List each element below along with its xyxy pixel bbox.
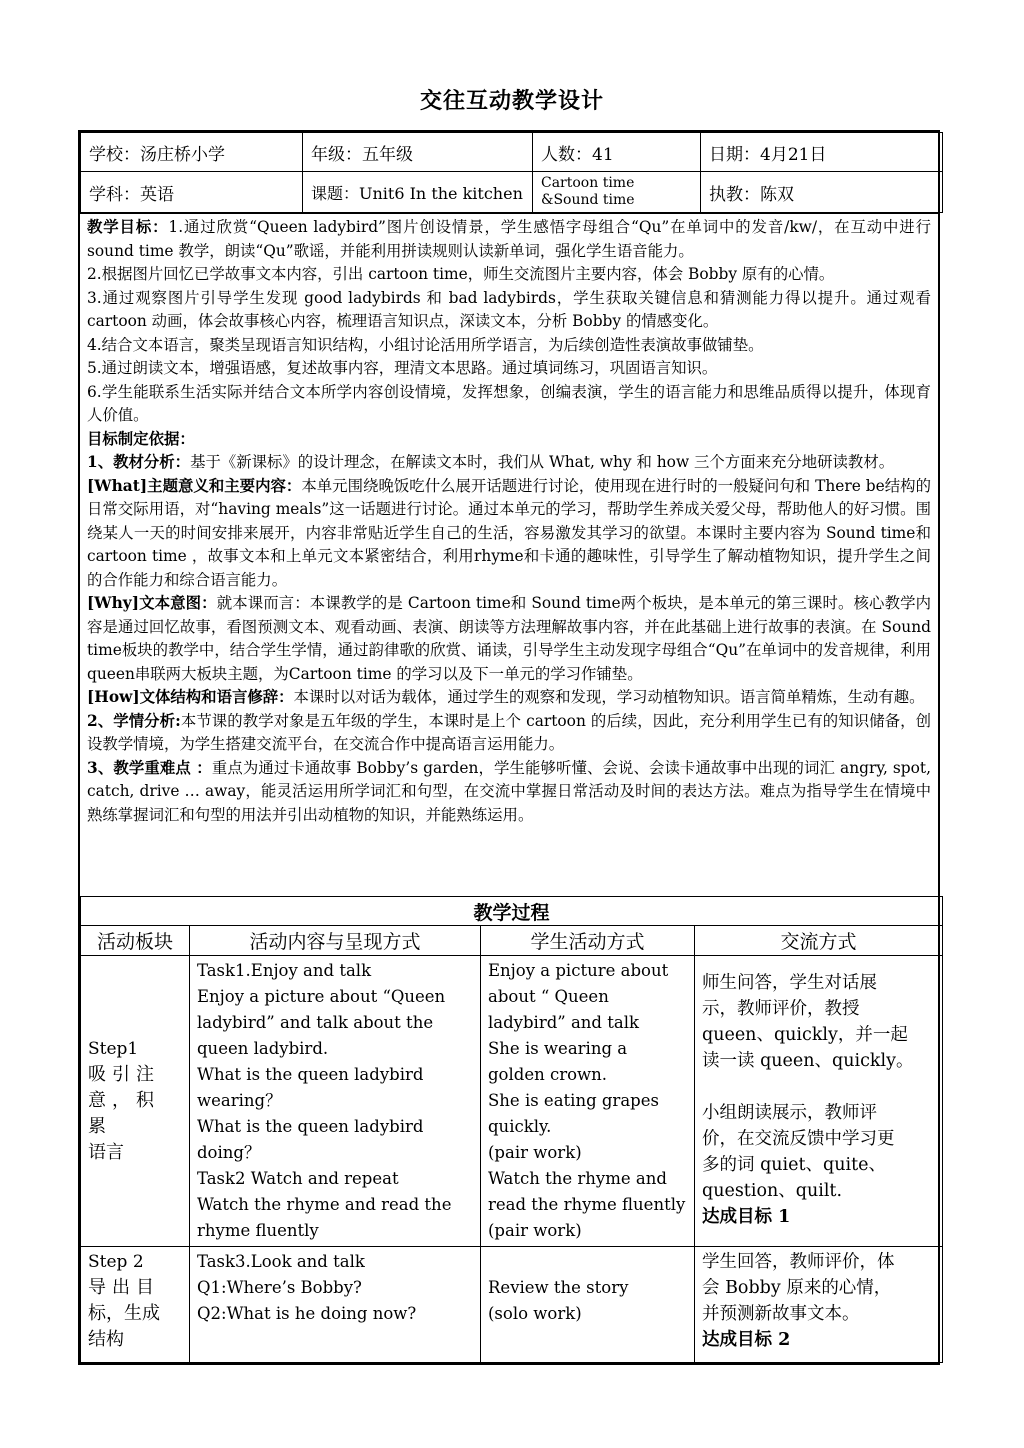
list-item: Review the story	[488, 1278, 629, 1297]
step1-cell	[81, 956, 190, 1247]
step2-desc-3: 结构	[88, 1329, 124, 1350]
lesson-plan-table	[78, 130, 940, 1365]
list-item: (solo work)	[488, 1304, 582, 1323]
list-item: 并预测新故事文本。	[702, 1304, 860, 1324]
school-cell: 学校：汤庄桥小学	[81, 133, 303, 172]
step1-name: Step1	[88, 1039, 139, 1059]
analysis-what: [What]主题意义和主要内容：本单元围绕晚饭吃什么展开话题进行讨论，使用现在进行时的一般疑问句和 There be结构的日常交际用语，对“having meals”这一话题进行讨论。通过本单元的学习，帮助学生养成关爱父母，帮助他人的好习惯。围绕某人一天的时间安排来展开，内容非常贴近学生自己的生活，容易激发其学习的欲望。本课时主要内容为 Sound time和 cartoon time ，故事文本和上单元文本紧密结合，利用rhyme和卡通的趣味性，引导学生了解动植物知识，提升学生之间的合作能力和综合语言能力。	[87, 476, 931, 589]
list-item: (pair work)	[488, 1221, 582, 1240]
goal-label: 教学目标：	[87, 218, 169, 236]
list-item: She is wearing a	[488, 1039, 628, 1058]
list-item: 示，教师评价，教授	[702, 999, 860, 1019]
goal-3: 3.通过观察图片引导学生发现 good ladybirds 和 bad ladybirds，学生获取关键信息和猜测能力得以提升。通过观看 cartoon 动画，体会故事核心内容，梳理语言知识点，深读文本，分析 Bobby 的情感变化。	[87, 288, 931, 330]
section-cell	[533, 172, 701, 213]
list-item: She is eating grapes	[488, 1091, 659, 1110]
list-item: about “ Queen	[488, 987, 609, 1006]
list-item: Task3.Look and talk	[197, 1252, 365, 1271]
info-table	[80, 132, 943, 213]
analysis-why: [Why]文本意图：就本课而言：本课教学的是 Cartoon time和 Sound time两个板块，是本单元的第三课时。核心教学内容是通过回忆故事，看图预测文本、观看动画、表演、朗读等方法理解故事内容，并在此基础上进行故事的表演。在 Sound time板块的教学中，结合学生学情，通过韵律歌的欣赏、诵读，引导学生主动发现字母组合“Qu”在单词中的发音规律，利用 queen串联两大板块主题，为Cartoon time 的学习以及下一单元的学习作铺垫。	[87, 594, 931, 683]
goal-2: 2.根据图片回忆已学故事文本内容，引出 cartoon time，师生交流图片主要内容，体会 Bobby 原有的心情。	[87, 265, 835, 283]
list-item: Task2 Watch and repeat	[197, 1169, 399, 1188]
list-item: Q1:Where’s Bobby?	[197, 1278, 362, 1297]
list-item: Task1.Enjoy and talk	[197, 961, 372, 980]
step2-desc-2: 标，生成	[88, 1303, 160, 1324]
list-item: 读一读 queen、quickly。	[702, 1051, 914, 1071]
header-content: 活动内容与呈现方式	[190, 926, 481, 956]
goal-4: 4.结合文本语言，聚类呈现语言知识结构，小组讨论活用所学语言，为后续创造性表演故事做铺垫。	[87, 335, 764, 354]
header-exchange: 交流方式	[695, 926, 943, 956]
step1-desc-1: 吸引注	[88, 1064, 160, 1085]
grade-cell: 年级：五年级	[303, 133, 533, 172]
process-table	[80, 896, 943, 1363]
analysis-3: 3、教学重难点 ：重点为通过卡通故事 Bobby’s garden，学生能够听懂、会说、会读卡通故事中出现的词汇 angry, spot, catch, drive … away，能灵活运用所学词汇和句型，在交流中掌握日常活动及时间的表达方法。难点为指导学生在情境中熟练掌握词汇和句型的用法并引出动植物的知识，并能熟练运用。	[87, 758, 931, 824]
step2-exchange	[695, 1247, 943, 1363]
list-item: Enjoy a picture about “Queen	[197, 987, 446, 1006]
list-item: What is the queen ladybird	[197, 1065, 424, 1084]
list-item: Watch the rhyme and read the	[197, 1195, 452, 1214]
step2-cell	[81, 1247, 190, 1363]
goal-5: 5.通过朗读文本，增强语感，复述故事内容，理清文本思路。通过填词练习，巩固语言知识。	[87, 359, 718, 377]
step2-student	[481, 1247, 695, 1363]
list-item: 小组朗读展示，教师评	[702, 1103, 877, 1123]
list-item: doing？	[197, 1143, 261, 1162]
list-item: 会 Bobby 原来的心情，	[702, 1278, 892, 1298]
analysis-2: 2、学情分析:本节课的教学对象是五年级的学生，本课时是上个 cartoon 的后续，因此，充分利用学生已有的知识储备，创设教学情境，为学生搭建交流平台，在交流合作中提高语言运用能力。	[87, 711, 931, 753]
list-item: queen ladybird.	[197, 1039, 329, 1058]
goal-6: 6.学生能联系生活实际并结合文本所学内容创设情境，发挥想象，创编表演，学生的语言能力和思维品质得以提升，体现育人价值。	[87, 382, 931, 424]
list-item: 学生回答，教师评价，体	[702, 1252, 895, 1272]
goal-1: 教学目标：1.通过欣赏“Queen ladybird”图片创设情景，学生感悟字母组合“Qu”在单词中的发音/kw/，在互动中进行 sound time 教学，朗读“Qu”歌谣，并能利用拼读规则认读新单词，强化学生语音能力。	[87, 218, 931, 260]
list-item: 价，在交流反馈中学习更	[702, 1129, 895, 1149]
goal-achieved-1: 达成目标 1	[702, 1207, 791, 1227]
goal-achieved-2: 达成目标 2	[702, 1330, 791, 1350]
analysis-1: 1、教材分析：基于《新课标》的设计理念，在解读文本时，我们从 What, why 和 how 三个方面来充分地研读教材。	[87, 453, 895, 471]
list-item: Enjoy a picture about	[488, 961, 669, 980]
teaching-goals	[80, 213, 938, 896]
list-item: Watch the rhyme and	[488, 1169, 667, 1188]
count-cell: 人数：41	[533, 133, 701, 172]
teacher-cell: 执教：陈双	[701, 172, 943, 213]
process-title: 教学过程	[81, 897, 943, 926]
list-item: (pair work)	[488, 1143, 582, 1162]
basis-heading: 目标制定依据：	[87, 429, 195, 448]
list-item: What is the queen ladybird	[197, 1117, 424, 1136]
step2-name: Step 2	[88, 1252, 144, 1272]
list-item: rhyme fluently	[197, 1221, 319, 1240]
list-item: 师生问答，学生对话展	[702, 973, 877, 993]
list-item: Q2:What is he doing now?	[197, 1304, 417, 1323]
step1-desc-2: 意，积累	[88, 1090, 160, 1137]
section-line-2: &Sound time	[541, 192, 635, 208]
step1-content	[190, 956, 481, 1247]
header-block: 活动板块	[81, 926, 190, 956]
step2-content	[190, 1247, 481, 1363]
step1-exchange	[695, 956, 943, 1247]
list-item: quickly.	[488, 1117, 552, 1136]
list-item: golden crown.	[488, 1065, 608, 1084]
list-item: queen、quickly，并一起	[702, 1025, 908, 1045]
subject-cell: 学科：英语	[81, 172, 303, 213]
list-item: wearing？	[197, 1091, 282, 1110]
step2-desc-1: 导出目	[88, 1277, 160, 1298]
section-line-1: Cartoon time	[541, 175, 635, 191]
date-cell: 日期：4月21日	[701, 133, 943, 172]
step1-student	[481, 956, 695, 1247]
list-item: question、quilt.	[702, 1181, 843, 1201]
page-title: 交往互动教学设计	[419, 88, 604, 114]
topic-cell: 课题：Unit6 In the kitchen	[303, 172, 533, 213]
list-item: ladybird” and talk	[488, 1013, 639, 1032]
list-item: 多的词 quiet、quite、	[702, 1155, 886, 1175]
list-item: ladybird” and talk about the	[197, 1013, 434, 1032]
header-student: 学生活动方式	[481, 926, 695, 956]
analysis-how: [How]文体结构和语言修辞：本课时以对话为载体，通过学生的观察和发现，学习动植物知识。语言简单精炼，生动有趣。	[87, 688, 925, 706]
list-item: read the rhyme fluently	[488, 1195, 686, 1214]
step1-desc-3: 语言	[88, 1142, 124, 1163]
